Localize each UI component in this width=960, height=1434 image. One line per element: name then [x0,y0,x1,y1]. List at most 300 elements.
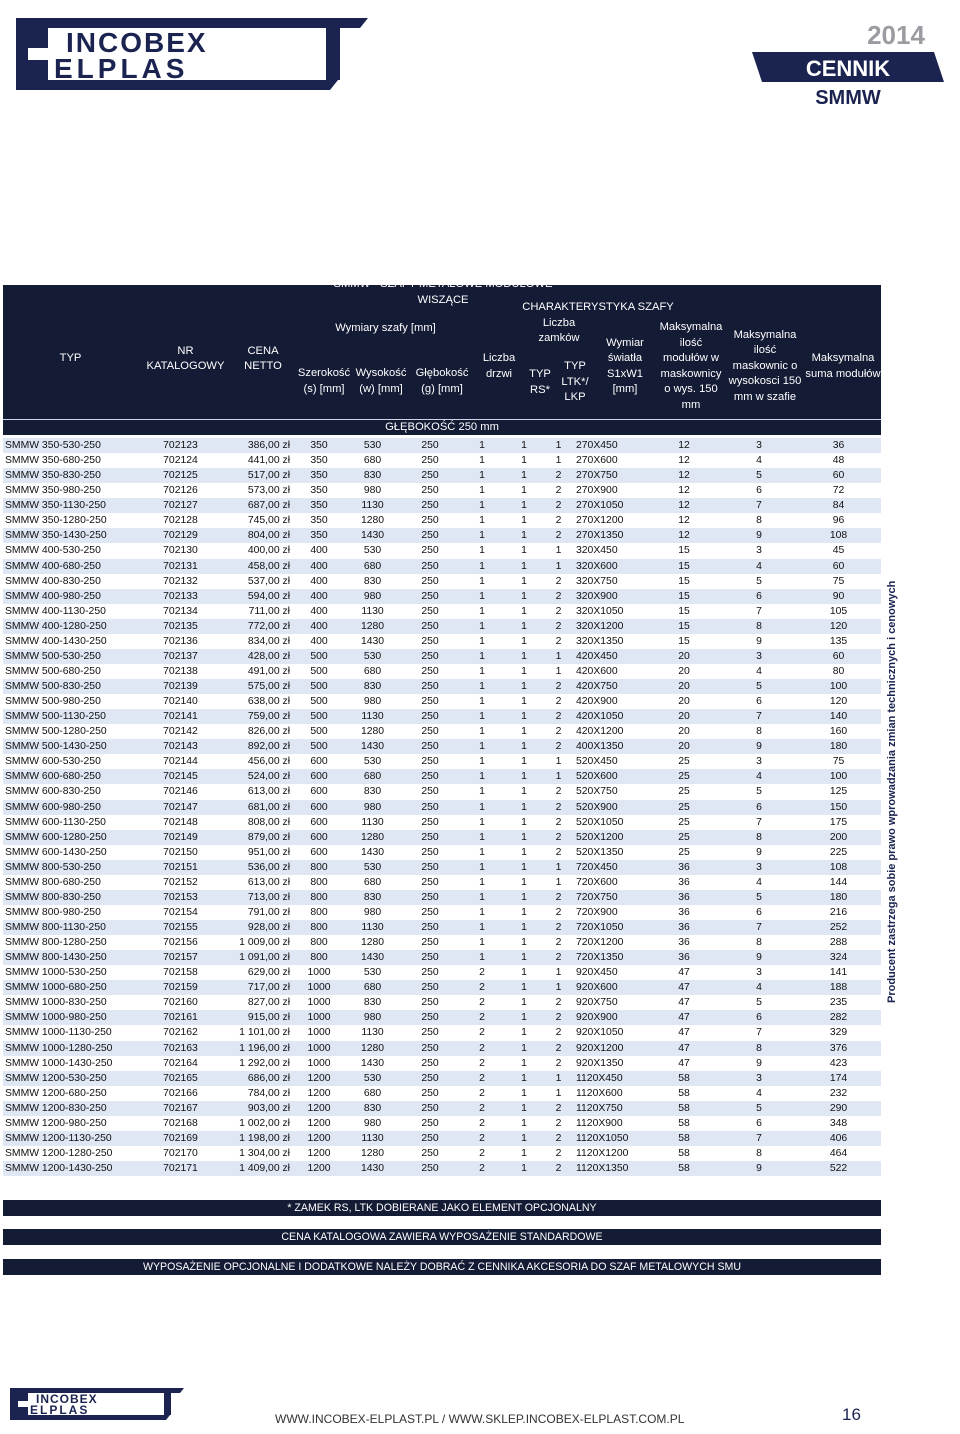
cell-nr: 702136 [138,634,223,649]
table-row [3,1161,881,1176]
cell-swiatlo: 520X750 [574,784,646,799]
cell-drzwi: 1 [459,935,505,950]
cell-suma: 174 [796,1071,881,1086]
cell-mask: 5 [722,679,796,694]
cell-typ: SMMW 350-1280-250 [3,513,138,528]
cell-cena: 594,00 zł [223,589,294,604]
col-rs: TYP RS* [529,368,551,396]
cell-drzwi: 1 [459,559,505,574]
cell-suma: 60 [796,468,881,483]
cell-szer: 400 [294,559,344,574]
table-row [3,800,881,815]
col-nr: NR KATALOGOWY [146,344,225,372]
cell-cena: 428,00 zł [223,649,294,664]
logo-line2: ELPLAS [54,53,189,84]
cell-cena: 772,00 zł [223,619,294,634]
table-row [3,483,881,498]
cell-typ: SMMW 400-680-250 [3,559,138,574]
cell-drzwi: 1 [459,769,505,784]
cell-mask: 8 [722,1041,796,1056]
cell-suma: 135 [796,634,881,649]
cell-typ: SMMW 500-1280-250 [3,724,138,739]
cell-nr: 702128 [138,513,223,528]
cell-szer: 1200 [294,1071,344,1086]
table-row [3,769,881,784]
cell-gleb: 250 [401,559,459,574]
cell-rs: 1 [505,950,543,965]
cell-rs: 1 [505,905,543,920]
cell-wys: 1280 [344,830,401,845]
side-disclaimer: Producent zastrzega sobie prawo wprowadzania zmian technicznych i cenowych [886,580,898,1003]
cell-ltk: 2 [543,724,574,739]
cell-mask: 4 [722,980,796,995]
cell-drzwi: 1 [459,950,505,965]
cell-rs: 1 [505,815,543,830]
cell-mod: 25 [646,800,722,815]
cell-mod: 12 [646,513,722,528]
cell-rs: 1 [505,845,543,860]
cell-suma: 180 [796,739,881,754]
cell-suma: 406 [796,1131,881,1146]
cell-typ: SMMW 600-530-250 [3,754,138,769]
cell-mod: 58 [646,1071,722,1086]
cell-ltk: 2 [543,483,574,498]
table-header [3,278,881,435]
cell-mod: 47 [646,1010,722,1025]
cell-mask: 3 [722,649,796,664]
cell-mask: 6 [722,905,796,920]
cell-gleb: 250 [401,800,459,815]
cell-gleb: 250 [401,679,459,694]
cell-rs: 1 [505,875,543,890]
cell-rs: 1 [505,890,543,905]
cell-szer: 400 [294,574,344,589]
cell-szer: 400 [294,589,344,604]
cell-drzwi: 2 [459,1101,505,1116]
cell-gleb: 250 [401,739,459,754]
cell-szer: 600 [294,754,344,769]
cell-mask: 3 [722,860,796,875]
cell-gleb: 250 [401,905,459,920]
cell-gleb: 250 [401,1010,459,1025]
cell-cena: 915,00 zł [223,1010,294,1025]
cell-cena: 826,00 zł [223,724,294,739]
cell-cena: 951,00 zł [223,845,294,860]
cell-gleb: 250 [401,1071,459,1086]
cell-mod: 20 [646,664,722,679]
col-mod: Maksymalna ilość modułów w maskownicy o wys. 150 mm [659,321,723,411]
cell-typ: SMMW 400-1430-250 [3,634,138,649]
cell-wys: 680 [344,980,401,995]
cell-cena: 458,00 zł [223,559,294,574]
table-row [3,965,881,980]
website-link[interactable]: WWW.INCOBEX-ELPLAST.PL / WWW.SKLEP.INCOBEX-ELPLAST.COM.PL [275,1412,685,1426]
cell-suma: 125 [796,784,881,799]
cell-szer: 1000 [294,1025,344,1040]
cell-szer: 1000 [294,995,344,1010]
cell-cena: 903,00 zł [223,1101,294,1116]
header-title: SMMW - SZAFY METALOWE MODUŁOWE WISZĄCE [333,278,553,306]
cell-nr: 702145 [138,769,223,784]
cell-gleb: 250 [401,1116,459,1131]
cell-drzwi: 2 [459,995,505,1010]
cell-gleb: 250 [401,1056,459,1071]
cell-ltk: 2 [543,574,574,589]
cell-ltk: 2 [543,1010,574,1025]
table-row [3,513,881,528]
cell-cena: 1 101,00 zł [223,1025,294,1040]
cell-nr: 702166 [138,1086,223,1101]
cell-nr: 702147 [138,800,223,815]
cell-suma: 188 [796,980,881,995]
cell-suma: 144 [796,875,881,890]
cell-typ: SMMW 350-1430-250 [3,528,138,543]
cell-cena: 711,00 zł [223,604,294,619]
cell-nr: 702140 [138,694,223,709]
table-row [3,1086,881,1101]
cell-ltk: 1 [543,754,574,769]
cell-drzwi: 1 [459,664,505,679]
cell-swiatlo: 920X600 [574,980,646,995]
cell-cena: 791,00 zł [223,905,294,920]
cell-swiatlo: 920X450 [574,965,646,980]
cell-mod: 36 [646,950,722,965]
cell-cena: 613,00 zł [223,875,294,890]
cell-szer: 500 [294,694,344,709]
cell-wys: 680 [344,664,401,679]
cell-suma: 45 [796,543,881,558]
table-row [3,559,881,574]
cell-swiatlo: 920X1350 [574,1056,646,1071]
cell-szer: 500 [294,664,344,679]
cell-swiatlo: 270X1050 [574,498,646,513]
cell-suma: 75 [796,754,881,769]
table-row [3,875,881,890]
cell-szer: 800 [294,890,344,905]
cell-typ: SMMW 350-680-250 [3,453,138,468]
logo-line1: INCOBEX [66,27,208,58]
cell-suma: 464 [796,1146,881,1161]
cell-szer: 600 [294,845,344,860]
cell-suma: 216 [796,905,881,920]
cell-mod: 58 [646,1086,722,1101]
col-gleb: Głębokość (g) [mm] [415,367,469,395]
cell-typ: SMMW 400-830-250 [3,574,138,589]
cell-mask: 5 [722,468,796,483]
cell-suma: 175 [796,815,881,830]
cell-nr: 702161 [138,1010,223,1025]
cell-gleb: 250 [401,528,459,543]
cell-gleb: 250 [401,1131,459,1146]
cell-nr: 702141 [138,709,223,724]
cell-wys: 1430 [344,950,401,965]
cell-drzwi: 2 [459,1161,505,1176]
table-row [3,920,881,935]
cell-rs: 1 [505,965,543,980]
table-row [3,935,881,950]
cell-swiatlo: 1120X600 [574,1086,646,1101]
cell-drzwi: 2 [459,1010,505,1025]
cell-typ: SMMW 400-1130-250 [3,604,138,619]
cell-cena: 784,00 zł [223,1086,294,1101]
cell-cena: 1 292,00 zł [223,1056,294,1071]
cell-drzwi: 2 [459,1041,505,1056]
cell-ltk: 2 [543,619,574,634]
cell-drzwi: 1 [459,784,505,799]
cell-rs: 1 [505,664,543,679]
col-mask: Maksymalna ilość maskownic o wysokosci 150 mm w szafie [728,328,802,403]
cell-ltk: 1 [543,769,574,784]
cell-mod: 47 [646,1025,722,1040]
table-row [3,1131,881,1146]
cell-swiatlo: 920X900 [574,1010,646,1025]
cell-suma: 36 [796,438,881,453]
cell-mod: 15 [646,604,722,619]
cell-drzwi: 1 [459,739,505,754]
cell-ltk: 2 [543,800,574,815]
table-row [3,724,881,739]
cell-wys: 530 [344,543,401,558]
table-row [3,739,881,754]
cell-swiatlo: 920X1050 [574,1025,646,1040]
cell-drzwi: 1 [459,920,505,935]
note-lock: * ZAMEK RS, LTK DOBIERANE JAKO ELEMENT OPCJONALNY [3,1200,881,1216]
cell-swiatlo: 1120X1200 [574,1146,646,1161]
cell-swiatlo: 720X1200 [574,935,646,950]
cell-suma: 48 [796,453,881,468]
cell-drzwi: 1 [459,483,505,498]
cell-rs: 1 [505,498,543,513]
cell-swiatlo: 520X600 [574,769,646,784]
cell-gleb: 250 [401,815,459,830]
table-row [3,890,881,905]
cell-mod: 20 [646,649,722,664]
cell-drzwi: 2 [459,1086,505,1101]
cell-gleb: 250 [401,1041,459,1056]
cell-rs: 1 [505,980,543,995]
cell-typ: SMMW 400-1280-250 [3,619,138,634]
cell-suma: 235 [796,995,881,1010]
cell-wys: 1280 [344,724,401,739]
cell-drzwi: 1 [459,860,505,875]
cell-nr: 702129 [138,528,223,543]
cell-mod: 36 [646,875,722,890]
cell-rs: 1 [505,1161,543,1176]
table-row [3,754,881,769]
cell-rs: 1 [505,1131,543,1146]
cell-gleb: 250 [401,664,459,679]
cell-rs: 1 [505,1116,543,1131]
cell-wys: 680 [344,769,401,784]
cell-szer: 350 [294,438,344,453]
cell-typ: SMMW 600-1130-250 [3,815,138,830]
cell-wys: 830 [344,679,401,694]
cell-gleb: 250 [401,438,459,453]
cell-mask: 4 [722,559,796,574]
cell-szer: 1200 [294,1161,344,1176]
cell-rs: 1 [505,604,543,619]
cell-cena: 1 409,00 zł [223,1161,294,1176]
cell-szer: 1000 [294,1041,344,1056]
badge-year: 2014 [867,20,925,50]
cell-suma: 90 [796,589,881,604]
cell-nr: 702146 [138,784,223,799]
cell-rs: 1 [505,1056,543,1071]
cell-gleb: 250 [401,875,459,890]
cell-mask: 6 [722,1010,796,1025]
cell-suma: 96 [796,513,881,528]
cell-drzwi: 1 [459,890,505,905]
cell-drzwi: 1 [459,574,505,589]
cell-typ: SMMW 800-1130-250 [3,920,138,935]
cell-typ: SMMW 350-980-250 [3,483,138,498]
cell-nr: 702135 [138,619,223,634]
cell-mask: 7 [722,498,796,513]
cell-cena: 613,00 zł [223,784,294,799]
cell-ltk: 2 [543,739,574,754]
cell-cena: 386,00 zł [223,438,294,453]
cell-swiatlo: 320X1050 [574,604,646,619]
cell-ltk: 1 [543,438,574,453]
cell-rs: 1 [505,559,543,574]
cell-nr: 702125 [138,468,223,483]
cell-ltk: 2 [543,950,574,965]
table-row [3,574,881,589]
cell-swiatlo: 320X600 [574,559,646,574]
cell-mod: 47 [646,1041,722,1056]
cell-ltk: 1 [543,965,574,980]
cell-cena: 759,00 zł [223,709,294,724]
cell-gleb: 250 [401,950,459,965]
cell-wys: 1430 [344,528,401,543]
cell-szer: 600 [294,800,344,815]
cell-gleb: 250 [401,830,459,845]
cell-wys: 980 [344,694,401,709]
cell-mask: 8 [722,935,796,950]
cell-suma: 80 [796,664,881,679]
cell-ltk: 2 [543,528,574,543]
cell-suma: 348 [796,1116,881,1131]
cell-cena: 686,00 zł [223,1071,294,1086]
cell-typ: SMMW 1200-530-250 [3,1071,138,1086]
cell-rs: 1 [505,1146,543,1161]
cell-rs: 1 [505,1071,543,1086]
cell-cena: 491,00 zł [223,664,294,679]
cell-drzwi: 1 [459,905,505,920]
cell-typ: SMMW 600-1430-250 [3,845,138,860]
cell-szer: 600 [294,830,344,845]
cell-szer: 1000 [294,965,344,980]
cell-mask: 8 [722,513,796,528]
cell-gleb: 250 [401,965,459,980]
cell-cena: 517,00 zł [223,468,294,483]
cell-swiatlo: 270X750 [574,468,646,483]
cell-mask: 8 [722,619,796,634]
cell-rs: 1 [505,830,543,845]
table-row [3,1071,881,1086]
cell-nr: 702139 [138,679,223,694]
table-row [3,1041,881,1056]
table-row [3,980,881,995]
cell-mask: 5 [722,784,796,799]
table-row [3,438,881,453]
cell-cena: 400,00 zł [223,543,294,558]
cell-mod: 58 [646,1146,722,1161]
cell-typ: SMMW 1200-1280-250 [3,1146,138,1161]
cell-szer: 1200 [294,1116,344,1131]
cell-ltk: 1 [543,1071,574,1086]
cell-gleb: 250 [401,619,459,634]
cell-szer: 350 [294,498,344,513]
cell-suma: 140 [796,709,881,724]
cell-mask: 6 [722,800,796,815]
note-standard: CENA KATALOGOWA ZAWIERA WYPOSAŻENIE STANDARDOWE [3,1229,881,1245]
cell-nr: 702168 [138,1116,223,1131]
table-row [3,619,881,634]
cell-typ: SMMW 350-830-250 [3,468,138,483]
cell-nr: 702154 [138,905,223,920]
footer-logo-line2: ELPLAS [30,1403,90,1417]
cell-typ: SMMW 800-530-250 [3,860,138,875]
cell-ltk: 1 [543,664,574,679]
table-row [3,1116,881,1131]
cell-swiatlo: 720X600 [574,875,646,890]
cell-swiatlo: 520X1350 [574,845,646,860]
cell-rs: 1 [505,649,543,664]
cell-typ: SMMW 500-830-250 [3,679,138,694]
cell-mask: 8 [722,830,796,845]
cell-rs: 1 [505,1086,543,1101]
cell-mod: 47 [646,1056,722,1071]
cell-ltk: 2 [543,784,574,799]
cell-cena: 1 002,00 zł [223,1116,294,1131]
cell-gleb: 250 [401,498,459,513]
cell-mask: 5 [722,574,796,589]
cell-mask: 6 [722,694,796,709]
cell-mod: 15 [646,574,722,589]
cell-mask: 7 [722,709,796,724]
cell-ltk: 2 [543,995,574,1010]
cell-mod: 20 [646,679,722,694]
footer-logo-line1: INCOBEX [36,1392,98,1406]
cell-ltk: 2 [543,1161,574,1176]
company-logo [8,14,368,94]
cell-mod: 12 [646,468,722,483]
price-table [3,438,881,1176]
cell-cena: 834,00 zł [223,634,294,649]
cell-nr: 702151 [138,860,223,875]
cell-ltk: 2 [543,513,574,528]
cell-swiatlo: 520X1050 [574,815,646,830]
cell-wys: 530 [344,649,401,664]
cell-rs: 1 [505,634,543,649]
cell-nr: 702150 [138,845,223,860]
cell-ltk: 1 [543,559,574,574]
cell-swiatlo: 320X900 [574,589,646,604]
cell-gleb: 250 [401,769,459,784]
table-row [3,694,881,709]
cell-swiatlo: 320X450 [574,543,646,558]
table-row [3,589,881,604]
cell-wys: 1130 [344,1131,401,1146]
cell-mask: 7 [722,1131,796,1146]
cell-typ: SMMW 400-980-250 [3,589,138,604]
cell-mask: 8 [722,1146,796,1161]
table-row [3,1056,881,1071]
cell-typ: SMMW 800-680-250 [3,875,138,890]
cell-cena: 879,00 zł [223,830,294,845]
cell-typ: SMMW 600-680-250 [3,769,138,784]
